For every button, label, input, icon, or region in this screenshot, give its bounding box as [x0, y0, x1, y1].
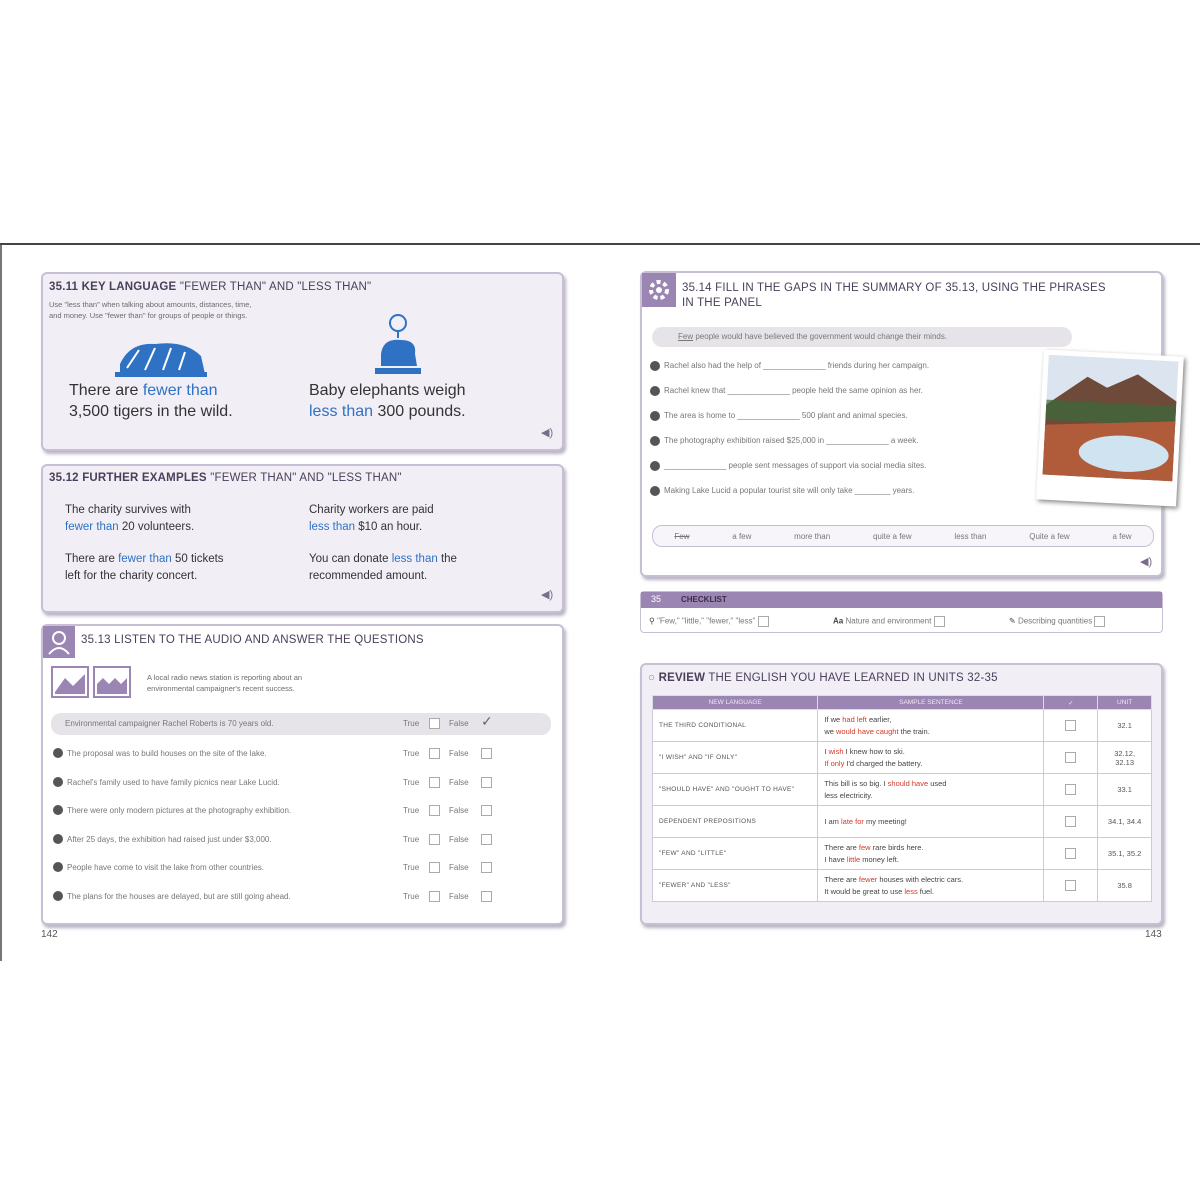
highlight: fewer than: [65, 521, 119, 533]
new-language-cell: "SHOULD HAVE" AND "OUGHT TO HAVE": [653, 774, 818, 806]
question-text: There were only modern pictures at the photography exhibition.: [67, 806, 292, 815]
lake-photo: [1036, 349, 1184, 506]
new-language-cell: "FEWER" AND "LESS": [653, 870, 818, 902]
review-subtitle: THE ENGLISH YOU HAVE LEARNED IN UNITS 32-35: [708, 672, 998, 684]
true-checkbox[interactable]: [429, 805, 440, 816]
question-text: Rachel's family used to have family picnics near Lake Lucid.: [67, 777, 280, 787]
column-header: ✓: [1044, 696, 1098, 710]
false-checkbox[interactable]: [481, 862, 492, 873]
phrase-chip[interactable]: less than: [954, 531, 987, 541]
table-row: [653, 806, 1152, 838]
intro-line: Use "less than" when talking about amounts, distances, time,: [49, 300, 252, 309]
unit-cell: 33.1: [1098, 774, 1152, 806]
sample-sentence-cell: [818, 710, 1044, 742]
question-number-icon: [53, 805, 63, 815]
example-text: There are: [65, 553, 119, 565]
intro-line: environmental campaigner's recent success.: [147, 684, 295, 693]
table-header-row: [653, 696, 1152, 710]
sample-sentence-cell: [818, 870, 1044, 902]
unit-cell: 34.1, 34.4: [1098, 806, 1152, 838]
unit-cell: 32.12, 32.13: [1098, 742, 1152, 774]
gap-sentence[interactable]: Rachel knew that ______________ people held the same opinion as her.: [664, 386, 923, 396]
gap-row: [650, 361, 929, 371]
true-label: True: [403, 719, 420, 728]
section-label: FURTHER EXAMPLES: [82, 472, 207, 484]
review-section: [640, 663, 1163, 925]
example-text: There are: [69, 382, 143, 399]
section-title: [49, 281, 371, 293]
question-number-icon: [53, 862, 63, 872]
section-title: 35.13 LISTEN TO THE AUDIO AND ANSWER THE QUESTIONS: [81, 634, 424, 646]
false-label: False: [449, 863, 469, 872]
review-table: [652, 695, 1152, 902]
false-label: False: [449, 719, 469, 728]
false-label: False: [449, 834, 469, 844]
page-number-right: 143: [1145, 929, 1162, 940]
checklist-checkbox[interactable]: [1094, 616, 1105, 627]
section-label: KEY LANGUAGE: [81, 281, 177, 293]
tick-cell: [1044, 774, 1098, 806]
true-label: True: [403, 777, 420, 787]
column-header: SAMPLE SENTENCE: [818, 696, 1044, 710]
section-35-11: [41, 272, 564, 451]
false-checkbox[interactable]: [481, 777, 492, 788]
tick-cell: [1044, 870, 1098, 902]
question-row: [53, 803, 553, 821]
review-checkbox[interactable]: [1065, 720, 1076, 731]
phrase-list: [653, 526, 1153, 546]
example-d: [309, 551, 457, 585]
tick-cell: [1044, 742, 1098, 774]
sample-line: There are few rare birds here.: [824, 842, 924, 852]
question-text: After 25 days, the exhibition had raised just under $3,000.: [67, 834, 272, 844]
false-label: False: [449, 777, 469, 787]
question-number-icon: [650, 386, 660, 396]
question-number-icon: [650, 411, 660, 421]
new-language-cell: THE THIRD CONDITIONAL: [653, 710, 818, 742]
review-checkbox[interactable]: [1065, 848, 1076, 859]
gear-icon: [642, 273, 676, 307]
gap-row: [650, 411, 908, 421]
sample-line: If only I'd charged the battery.: [824, 758, 923, 768]
true-checkbox[interactable]: [429, 862, 440, 873]
sample-line: I have little money left.: [824, 854, 899, 864]
review-checkbox[interactable]: [1065, 816, 1076, 827]
checklist-title: CHECKLIST: [681, 595, 727, 604]
true-label: True: [403, 749, 420, 758]
false-label: False: [449, 749, 469, 758]
question-number-icon: [650, 486, 660, 496]
review-checkbox[interactable]: [1065, 752, 1076, 763]
checklist-item-label: Nature and environment: [845, 616, 932, 626]
elephant-scale-illustration: [373, 314, 423, 378]
phrase-chip[interactable]: more than: [794, 531, 831, 541]
new-language-cell: DEPENDENT PREPOSITIONS: [653, 806, 818, 838]
tick-cell: [1044, 838, 1098, 870]
example-text: Baby elephants weigh: [309, 382, 466, 399]
unit-cell: 35.8: [1098, 870, 1152, 902]
question-row: [53, 746, 553, 764]
sample-sentence-cell: [818, 742, 1044, 774]
section-number: 35.12: [49, 472, 79, 484]
sample-line: This bill is so big. I should have used: [824, 778, 947, 788]
checklist-checkbox[interactable]: [758, 616, 769, 627]
section-35-13: [41, 624, 564, 925]
section-35-12: [41, 464, 564, 613]
checklist-item: ✎ Describing quantities: [1009, 616, 1105, 627]
sample-line: I wish I knew how to ski.: [824, 746, 905, 756]
section-subtitle: "FEWER THAN" AND "LESS THAN": [210, 472, 402, 484]
example-text: $10 an hour.: [355, 521, 423, 533]
page-edge: [0, 245, 2, 961]
question-number-icon: [53, 891, 63, 901]
false-label: False: [449, 891, 469, 901]
question-number-icon: [53, 777, 63, 787]
gap-row: [650, 461, 926, 471]
question-row: [53, 832, 553, 850]
intro-line: and money. Use "fewer than" for groups of people or things.: [49, 311, 248, 320]
checklist-item-label: Describing quantities: [1017, 616, 1093, 626]
new-language-cell: "FEW" AND "LITTLE": [653, 838, 818, 870]
example-row: [652, 327, 1072, 347]
unit-cell: 32.1: [1098, 710, 1152, 742]
gap-sentence[interactable]: The area is home to ______________ 500 plant and animal species.: [664, 411, 908, 421]
false-checkbox[interactable]: [481, 748, 492, 759]
section-subtitle: "FEWER THAN" AND "LESS THAN": [179, 281, 372, 293]
phrase-chip[interactable]: a few: [1112, 531, 1132, 541]
question-text: The proposal was to build houses on the site of the lake.: [67, 749, 267, 758]
example-text: You can donate: [309, 553, 392, 565]
speaker-icon[interactable]: ◀): [1140, 556, 1153, 568]
title-line: IN THE PANEL: [682, 297, 762, 309]
false-checkbox[interactable]: [481, 805, 492, 816]
question-text: The plans for the houses are delayed, but are still going ahead.: [67, 891, 291, 901]
example-text: 20 volunteers.: [118, 521, 195, 533]
section-title: [49, 472, 402, 484]
gap-sentence[interactable]: ______________ people sent messages of support via social media sites.: [664, 461, 927, 471]
true-checkbox[interactable]: [429, 718, 440, 729]
highlight: fewer than: [118, 553, 172, 565]
example-text: 3,500 tigers in the wild.: [69, 403, 233, 420]
table-row: [653, 838, 1152, 870]
true-checkbox[interactable]: [429, 777, 440, 788]
true-label: True: [403, 891, 420, 901]
example-text: 50 tickets: [171, 553, 224, 565]
sample-line: It would be great to use less fuel.: [824, 886, 934, 896]
example-b: [309, 502, 434, 536]
book-spread: [0, 243, 1200, 963]
sample-line: If we had left earlier,: [824, 714, 892, 724]
table-row: [653, 870, 1152, 902]
checklist-number: 35: [651, 594, 662, 604]
section-title: [682, 281, 1106, 311]
question-row: [53, 860, 553, 878]
speaker-icon[interactable]: ◀): [541, 427, 554, 439]
page-number-left: 142: [41, 929, 58, 940]
highlight: less than: [391, 553, 438, 565]
review-label: REVIEW: [658, 672, 706, 684]
highlight-less-than: less than: [309, 403, 374, 420]
example-c: [65, 551, 224, 585]
section-title: ○ REVIEW THE ENGLISH YOU HAVE LEARNED IN UNITS 32-35: [648, 672, 998, 684]
phrase-chip[interactable]: quite a few: [872, 531, 912, 541]
intro-text: [49, 299, 252, 321]
sample-line: we would have caught the train.: [824, 726, 930, 736]
checklist-checkbox[interactable]: [934, 616, 945, 627]
new-language-cell: "I WISH" AND "IF ONLY": [653, 742, 818, 774]
example-tigers: [69, 380, 233, 422]
gap-row: [650, 436, 918, 446]
highlight: less than: [309, 521, 356, 533]
sample-line: There are fewer houses with electric cars.: [824, 874, 964, 884]
column-header: UNIT: [1098, 696, 1152, 710]
title-line: 35.14 FILL IN THE GAPS IN THE SUMMARY OF 35.13, USING THE PHRASES: [682, 282, 1106, 294]
question-number-icon: [53, 748, 63, 758]
checklist-header: [641, 592, 1162, 608]
review-table-body: [653, 710, 1152, 902]
gap-sentence[interactable]: Making Lake Lucid a popular tourist site will only take ________ years.: [664, 486, 915, 496]
true-checkbox[interactable]: [429, 891, 440, 902]
sample-sentence-cell: [818, 774, 1044, 806]
intro-text: [147, 672, 302, 694]
checklist: [640, 591, 1163, 633]
gap-sentence[interactable]: The photography exhibition raised $25,000 in ______________ a week.: [664, 436, 919, 446]
true-checkbox[interactable]: [429, 748, 440, 759]
false-label: False: [449, 806, 469, 815]
column-header: NEW LANGUAGE: [653, 696, 818, 710]
phrase-chip[interactable]: Few: [674, 531, 690, 541]
sample-line: I am late for my meeting!: [824, 816, 907, 826]
table-row: [653, 774, 1152, 806]
false-checkbox[interactable]: [481, 891, 492, 902]
checklist-item-label: "Few," "little," "fewer," "less": [657, 616, 756, 626]
sample-sentence-cell: [818, 838, 1044, 870]
tiger-illustration: [115, 334, 207, 378]
section-number: 35.11: [49, 281, 79, 293]
highlight-fewer-than: fewer than: [142, 382, 218, 399]
gap-row: [650, 386, 923, 396]
checklist-item: ⚲ "Few," "little," "fewer," "less": [649, 616, 769, 627]
phrase-chip[interactable]: a few: [732, 531, 752, 541]
example-text: The charity survives with: [65, 504, 191, 516]
example-row: [51, 713, 551, 735]
sample-line: less electricity.: [824, 790, 873, 800]
example-text: Charity workers are paid: [309, 504, 434, 516]
unit-cell: 35.1, 35.2: [1098, 838, 1152, 870]
table-row: [653, 742, 1152, 774]
tick-cell: [1044, 806, 1098, 838]
question-number-icon: [53, 834, 63, 844]
table-row: [653, 710, 1152, 742]
example-answer: Few: [678, 332, 694, 341]
true-checkbox[interactable]: [429, 834, 440, 845]
true-label: True: [403, 863, 420, 872]
true-label: True: [403, 834, 420, 844]
tick-cell: [1044, 710, 1098, 742]
true-label: True: [403, 806, 420, 815]
question-number-icon: [650, 436, 660, 446]
question-row: [53, 889, 553, 907]
example-text: the: [437, 553, 457, 565]
example-text: left for the charity concert.: [65, 570, 198, 582]
sample-sentence-cell: [818, 806, 1044, 838]
phrase-panel: [652, 525, 1154, 547]
false-checkbox[interactable]: [481, 834, 492, 845]
checklist-item: Aa Nature and environment: [833, 616, 945, 627]
example-a: [65, 502, 194, 536]
phrase-chip[interactable]: Quite a few: [1029, 531, 1070, 541]
question-number-icon: [650, 461, 660, 471]
example-sentence: [678, 332, 947, 341]
intro-line: A local radio news station is reporting about an: [147, 673, 303, 682]
gap-row: [650, 486, 914, 496]
landscape-icons: [51, 666, 131, 700]
example-elephants: [309, 380, 466, 422]
example-text: 300 pounds.: [373, 403, 466, 420]
section-35-14: [640, 271, 1163, 577]
check-mark-icon: ✓: [481, 713, 493, 729]
question-row: [53, 775, 553, 793]
listening-icon: [43, 626, 75, 658]
speaker-icon[interactable]: ◀): [541, 589, 554, 601]
gap-sentence[interactable]: Rachel also had the help of ______________ friends during her campaign.: [664, 361, 930, 371]
example-text: recommended amount.: [309, 570, 428, 582]
review-checkbox[interactable]: [1065, 880, 1076, 891]
example-text: people would have believed the government would change their minds.: [693, 332, 948, 341]
example-question: Environmental campaigner Rachel Roberts is 70 years old.: [65, 719, 274, 728]
question-number-icon: [650, 361, 660, 371]
review-checkbox[interactable]: [1065, 784, 1076, 795]
question-text: People have come to visit the lake from other countries.: [67, 863, 264, 872]
